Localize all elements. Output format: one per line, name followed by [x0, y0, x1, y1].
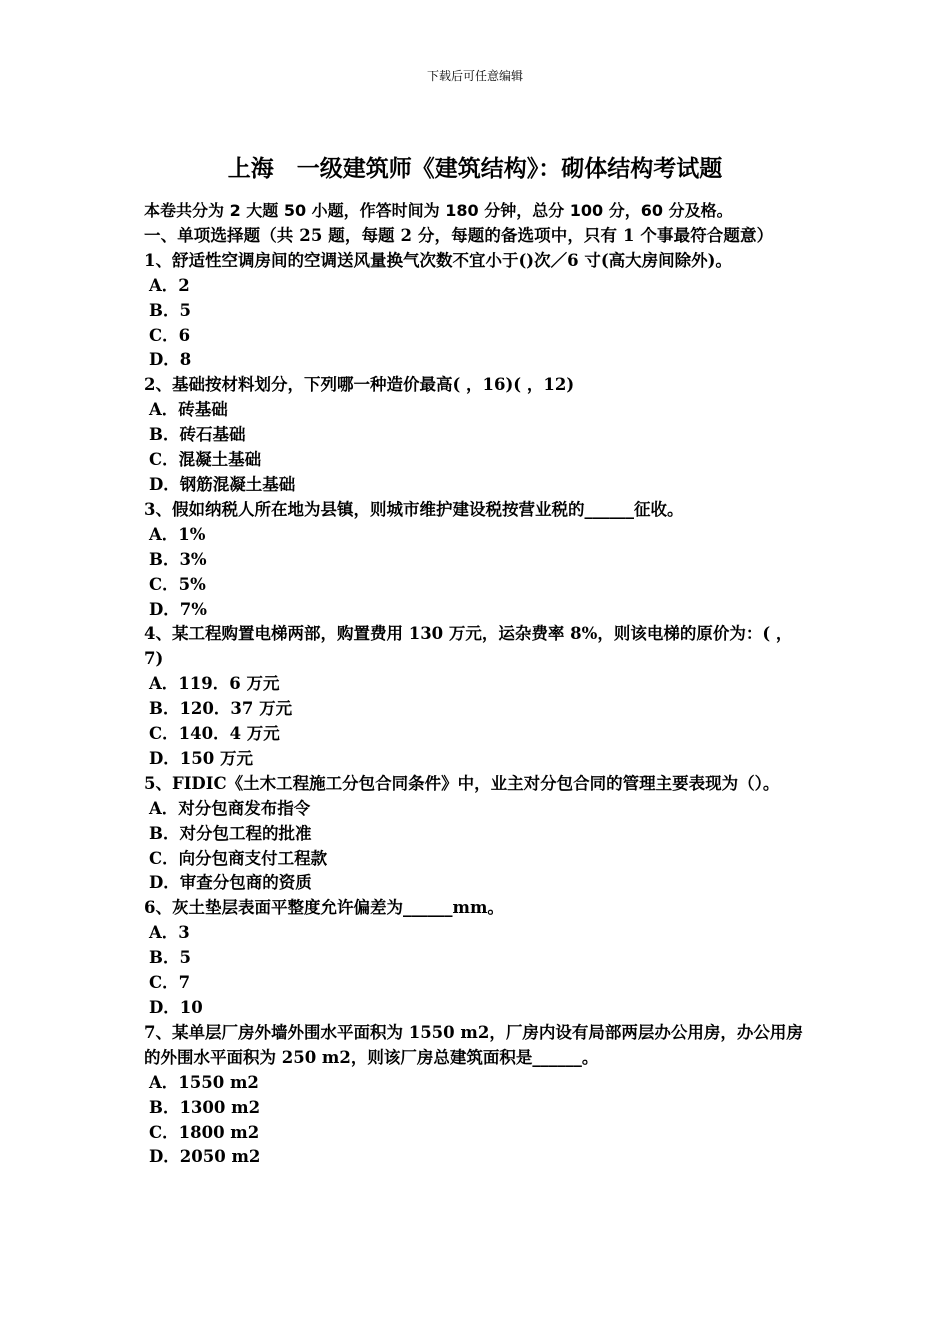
question-text: 5、FIDIC《土木工程施工分包合同条件》中，业主对分包合同的管理主要表现为（）。: [144, 773, 780, 793]
answer-option: C．5%: [149, 574, 206, 594]
header-note: 下载后可任意编辑: [426, 69, 523, 83]
question-item: [144, 896, 810, 1021]
answer-option: D．7%: [149, 599, 207, 619]
question-item: [144, 622, 810, 771]
answer-option: A．对分包商发布指令: [149, 798, 311, 818]
answer-option: C．1800 m2: [149, 1122, 260, 1142]
answer-option: A．119．6 万元: [149, 674, 280, 694]
answer-option: C．向分包商支付工程款: [149, 848, 328, 868]
document-title: 上海 一级建筑师《建筑结构》：砌体结构考试题: [227, 156, 723, 182]
answer-option: C．7: [149, 973, 191, 993]
question-text: 3、假如纳税人所在地为县镇，则城市维护建设税按营业税的______征收。: [144, 499, 684, 519]
answer-option: A．3: [149, 923, 190, 943]
answer-option: A．1%: [149, 524, 206, 544]
answer-option: D．10: [149, 998, 203, 1017]
answer-option: D．审查分包商的资质: [149, 873, 312, 893]
answer-option: D．8: [149, 350, 192, 370]
answer-option: C．140．4 万元: [149, 724, 280, 744]
question-text: 7、某单层厂房外墙外围水平面积为 1550 m2，厂房内设有局部两层办公用房，办公用房的外围水平面积为 250 m2，则该厂房总建筑面积是______。: [144, 1022, 803, 1067]
question-item: [144, 772, 810, 897]
answer-option: B．5: [149, 948, 191, 968]
answer-option: C．6: [149, 325, 191, 345]
question-item: [144, 1021, 810, 1170]
answer-option: B．3%: [149, 549, 207, 569]
question-item: [144, 498, 810, 623]
answer-option: A．1550 m2: [149, 1072, 259, 1092]
answer-option: D．2050 m2: [149, 1147, 261, 1167]
answer-option: B．对分包工程的批准: [149, 823, 312, 843]
section-heading: 一、单项选择题（共 25 题，每题 2 分，每题的备选项中，只有 1 个事最符合题意）: [144, 225, 774, 245]
exam-intro: 本卷共分为 2 大题 50 小题，作答时间为 180 分钟，总分 100 分，60 分及格。: [144, 201, 733, 220]
document-body: [144, 199, 810, 1170]
question-text: 4、某工程购置电梯两部，购置费用 130 万元，运杂费率 8%，则该电梯的原价为：( ，7): [144, 624, 793, 669]
answer-option: B．1300 m2: [149, 1097, 261, 1117]
answer-option: A．2: [149, 275, 190, 295]
answer-option: D．钢筋混凝土基础: [149, 474, 296, 494]
answer-option: A．砖基础: [149, 400, 228, 420]
answer-option: B．5: [149, 300, 191, 320]
question-item: [144, 249, 810, 374]
answer-option: B．120．37 万元: [149, 699, 293, 719]
question-text: 2、基础按材料划分，下列哪一种造价最高( ，16)( ，12): [144, 375, 575, 395]
question-list: [144, 249, 810, 1171]
question-item: [144, 373, 810, 498]
answer-option: D．150 万元: [149, 748, 253, 768]
question-text: 1、舒适性空调房间的空调送风量换气次数不宜小于()次／6 寸(高大房间除外)。: [144, 250, 732, 270]
answer-option: C．混凝土基础: [149, 450, 262, 470]
answer-option: B．砖石基础: [149, 425, 246, 445]
question-text: 6、灰土垫层表面平整度允许偏差为______mm。: [144, 898, 504, 918]
